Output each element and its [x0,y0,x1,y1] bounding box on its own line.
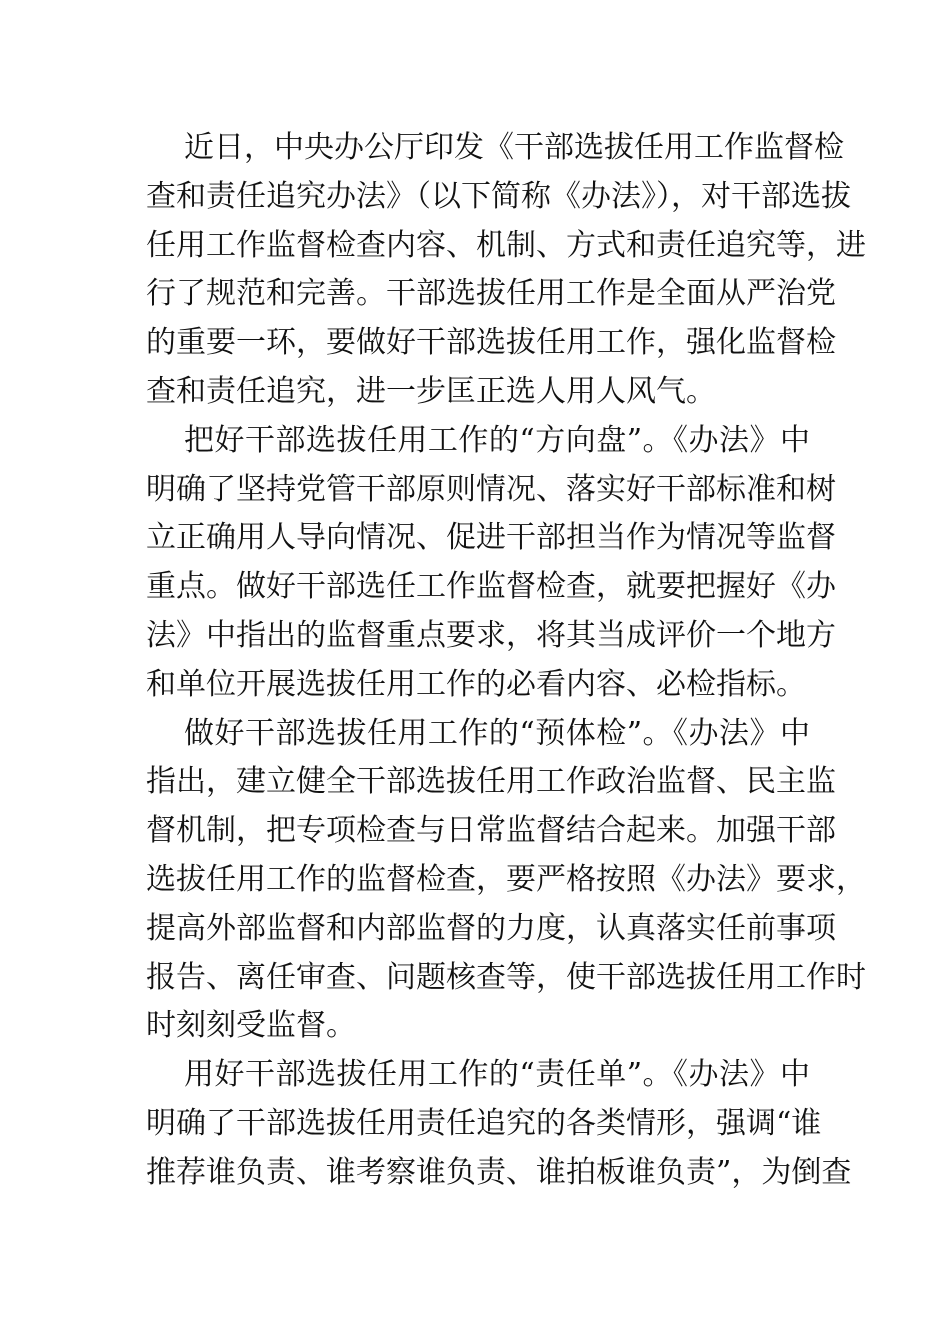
paragraph-line: 立正确用人导向情况、促进干部担当作为情况等监督 [146,520,836,556]
paragraph-line: 重点。做好干部选任工作监督检查，就要把握好《办 [146,569,836,605]
paragraph-line: 任用工作监督检查内容、机制、方式和责任追究等，进 [146,227,866,263]
paragraph-line: 时刻刻受监督。 [146,1008,356,1044]
paragraph-line: 督机制，把专项检查与日常监督结合起来。加强干部 [146,813,836,849]
paragraph-line: 选拔任用工作的监督检查，要严格按照《办法》要求， [146,861,866,897]
paragraph-line: 明确了干部选拔任用责任追究的各类情形，强调“谁 [146,1105,822,1141]
paragraph-line: 提高外部监督和内部监督的力度，认真落实任前事项 [146,910,836,946]
paragraph-1 [146,124,866,417]
paragraph-line: 查和责任追究办法》（以下简称《办法》），对干部选拔 [146,178,851,214]
paragraph-line: 查和责任追究，进一步匡正选人用人风气。 [146,373,716,409]
paragraph-3 [146,710,866,1052]
paragraph-line: 用好干部选拔任用工作的“责任单”。《办法》中 [184,1057,810,1093]
paragraph-line: 明确了坚持党管干部原则情况、落实好干部标准和树 [146,471,836,507]
paragraph-line: 把好干部选拔任用工作的“方向盘”。《办法》中 [184,422,810,458]
paragraph-line: 做好干部选拔任用工作的“预体检”。《办法》中 [184,715,810,751]
paragraph-line: 指出，建立健全干部选拔任用工作政治监督、民主监 [146,764,836,800]
paragraph-2 [146,417,836,710]
paragraph-line: 的重要一环，要做好干部选拔任用工作，强化监督检 [146,325,836,361]
paragraph-line: 推荐谁负责、谁考察谁负责、谁拍板谁负责”，为倒查 [146,1154,852,1190]
document-body [146,124,866,1198]
paragraph-4 [146,1051,852,1197]
paragraph-line: 法》中指出的监督重点要求，将其当成评价一个地方 [146,617,836,653]
paragraph-line: 和单位开展选拔任用工作的必看内容、必检指标。 [146,666,806,702]
paragraph-line: 行了规范和完善。干部选拔任用工作是全面从严治党 [146,276,836,312]
paragraph-line: 报告、离任审查、问题核查等，使干部选拔任用工作时 [146,959,866,995]
paragraph-line: 近日，中央办公厅印发《干部选拔任用工作监督检 [184,130,844,165]
